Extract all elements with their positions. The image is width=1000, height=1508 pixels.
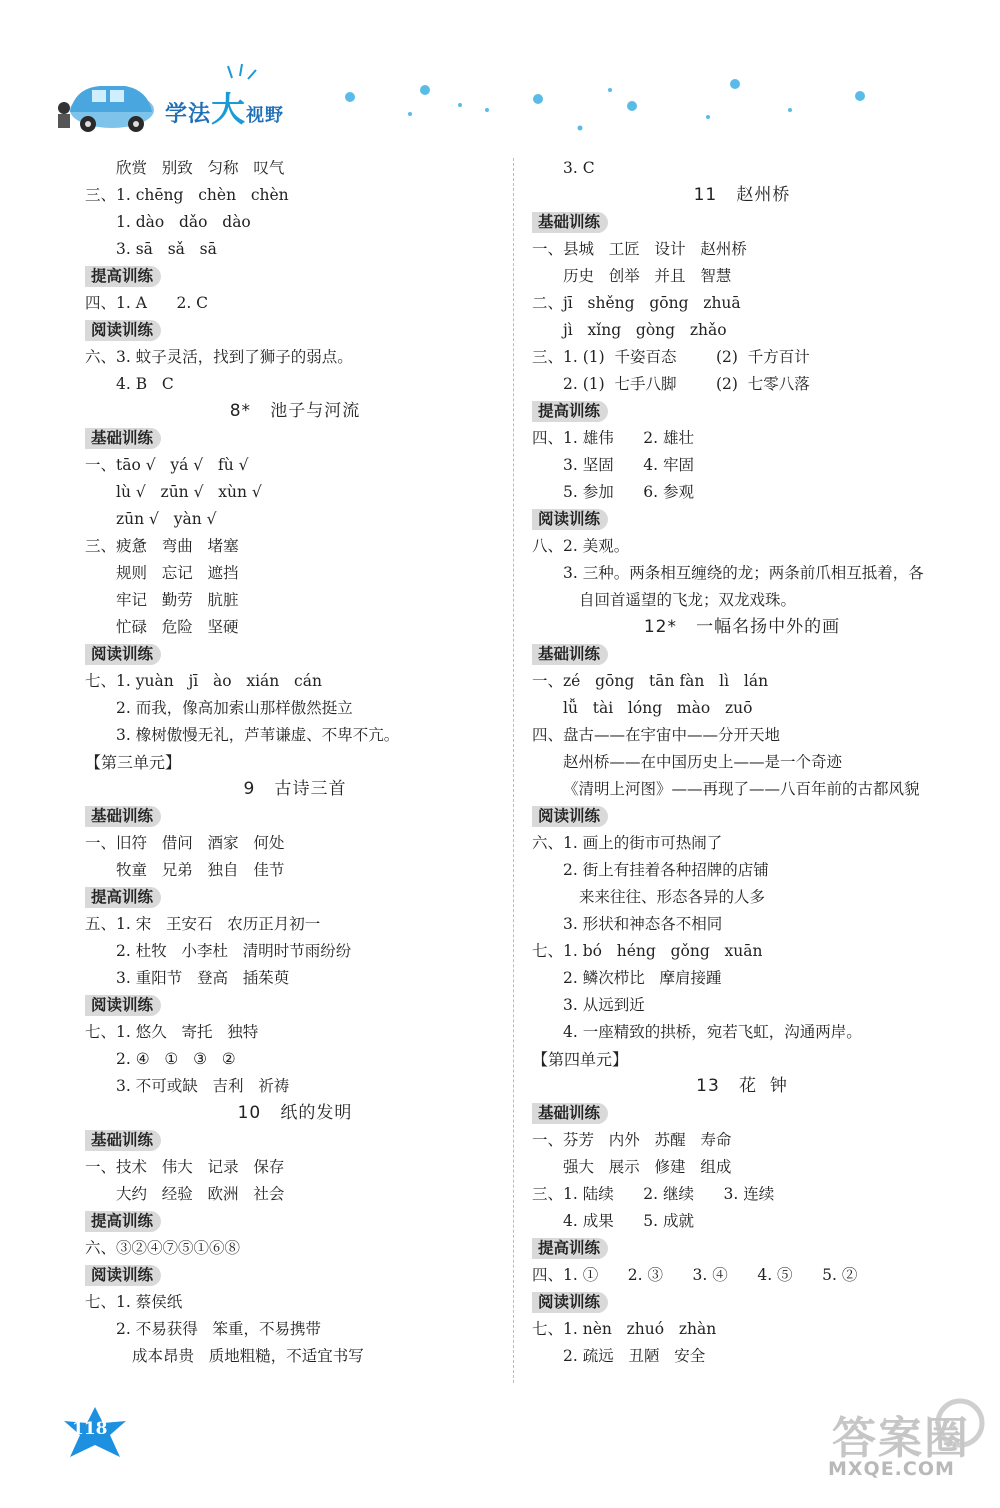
section-tag: 提高训练	[532, 401, 608, 422]
section-tag: 基础训练	[532, 644, 608, 665]
answer-line: 忙碌 危险 坚硬	[116, 618, 239, 636]
answer-line: 五、1. 宋 王安石 农历正月初一	[85, 915, 321, 933]
answer-line: 3. 橡树傲慢无礼，芦苇谦虚、不卑不亢。	[116, 726, 400, 744]
lesson-title: 13 花 钟	[696, 1076, 788, 1096]
page-header	[0, 0, 1000, 150]
answer-line: zūn √ yàn √	[116, 510, 217, 528]
answer-line: 3. 坚固 4. 牢固	[563, 456, 694, 474]
lesson-title: 12* 一幅名扬中外的画	[643, 617, 841, 637]
section-tag: 阅读训练	[85, 1265, 161, 1286]
section-tag: 阅读训练	[532, 806, 608, 827]
section-tag: 提高训练	[85, 887, 161, 908]
section-tag-row	[532, 803, 952, 830]
section-tag-row	[85, 1262, 505, 1289]
answer-line: 1. dào dǎo dào	[116, 213, 251, 231]
answer-line: 四、1. 雄伟 2. 雄壮	[532, 429, 694, 447]
answer-line: 3. 三种。两条相互缠绕的龙；两条前爪相互抵着，各	[563, 564, 924, 582]
answer-line: 六、1. 画上的街市可热闹了	[532, 834, 723, 852]
answer-line: lǚ tài lóng mào zuō	[563, 699, 753, 717]
answer-line: 2. 鳞次栉比 摩肩接踵	[563, 969, 722, 987]
answer-line: 三、1. chēng chèn chèn	[85, 186, 289, 204]
section-tag: 阅读训练	[532, 1292, 608, 1313]
answer-line: 3. 重阳节 登高 插茱萸	[116, 969, 290, 987]
answer-line: 3. 不可或缺 吉利 祈祷	[116, 1077, 290, 1095]
section-tag-row	[532, 641, 952, 668]
unit-heading: 【第四单元】	[532, 1050, 629, 1069]
answer-line: 六、③②④⑦⑤①⑥⑧	[85, 1239, 241, 1257]
answer-line: 大约 经验 欧洲 社会	[116, 1185, 285, 1203]
answer-line: 三、1. (1) 千姿百态 (2) 千方百计	[532, 348, 810, 366]
section-tag-row	[85, 425, 505, 452]
section-tag-row	[85, 1208, 505, 1235]
answer-line: 赵州桥——在中国历史上——是一个奇迹	[563, 753, 843, 771]
watermark-cn: 答案圈	[832, 1413, 970, 1464]
section-tag: 阅读训练	[85, 995, 161, 1016]
answer-line: 七、1. nèn zhuó zhàn	[532, 1320, 717, 1338]
answer-line: 3. 形状和神态各不相同	[563, 915, 723, 933]
answer-line: 一、县城 工匠 设计 赵州桥	[532, 240, 747, 258]
answer-line: lù √ zūn √ xùn √	[116, 483, 262, 501]
lesson-title: 11 赵州桥	[693, 185, 791, 205]
answer-line: 《清明上河图》——再现了——八百年前的古都风貌	[563, 780, 920, 798]
section-tag-row	[85, 803, 505, 830]
section-tag-row	[532, 1100, 952, 1127]
section-tag-row	[85, 884, 505, 911]
answer-line: 一、芬芳 内外 苏醒 寿命	[532, 1131, 732, 1149]
answer-line: 成本昂贵 质地粗糙，不适宜书写	[132, 1347, 364, 1365]
answer-line: 规则 忘记 遮挡	[116, 564, 239, 582]
section-tag: 基础训练	[532, 1103, 608, 1124]
lesson-title: 10 纸的发明	[237, 1103, 353, 1123]
brand-part-1: 学法	[165, 102, 212, 127]
answer-line: 七、1. bó héng gǒng xuān	[532, 942, 763, 960]
answer-line: 一、zé gōng tān fàn lì lán	[532, 672, 769, 690]
answer-line: 强大 展示 修建 组成	[563, 1158, 732, 1176]
section-tag-row	[532, 209, 952, 236]
answer-line: 三、疲惫 弯曲 堵塞	[85, 537, 239, 555]
answer-line: 三、1. 陆续 2. 继续 3. 连续	[532, 1185, 775, 1203]
answer-line: 一、技术 伟大 记录 保存	[85, 1158, 285, 1176]
answer-line: 2. (1) 七手八脚 (2) 七零八落	[563, 375, 810, 393]
answer-line: 来来往往、形态各异的人多	[579, 888, 766, 906]
section-tag: 提高训练	[532, 1238, 608, 1259]
column-divider	[513, 158, 514, 1383]
answer-line: 2. 街上有挂着各种招牌的店铺	[563, 861, 769, 879]
left-column	[85, 155, 505, 1370]
answer-line: 七、1. yuàn jī ào xián cán	[85, 672, 322, 690]
answer-line: 一、旧符 借问 酒家 何处	[85, 834, 285, 852]
answer-line: 牢记 勤劳 肮脏	[116, 591, 239, 609]
answer-line: 四、1. A 2. C	[85, 294, 209, 312]
section-tag-row	[532, 398, 952, 425]
answer-line: 牧童 兄弟 独自 佳节	[116, 861, 285, 879]
answer-line: 四、盘古——在宇宙中——分开天地	[532, 726, 781, 744]
section-tag-row	[85, 317, 505, 344]
answer-line: 2. 杜牧 小李杜 清明时节雨纷纷	[116, 942, 352, 960]
answer-line: 一、tāo √ yá √ fù √	[85, 456, 249, 474]
section-tag-row	[532, 1289, 952, 1316]
section-tag: 基础训练	[85, 1130, 161, 1151]
answer-line: 二、jī shěng gōng zhuā	[532, 294, 741, 312]
section-tag-row	[85, 1127, 505, 1154]
answer-line: 5. 参加 6. 参观	[563, 483, 694, 501]
car-icon	[58, 86, 154, 132]
section-tag: 阅读训练	[85, 644, 161, 665]
answer-line: 3. C	[563, 159, 595, 177]
answer-line: 4. B C	[116, 375, 174, 393]
answer-line: 八、2. 美观。	[532, 537, 630, 555]
answer-line: 4. 一座精致的拱桥，宛若飞虹，沟通两岸。	[563, 1023, 862, 1041]
unit-heading: 【第三单元】	[85, 753, 182, 772]
section-tag: 提高训练	[85, 266, 161, 287]
section-tag: 阅读训练	[532, 509, 608, 530]
brand-logo	[165, 82, 284, 131]
sparkle-decoration	[345, 79, 865, 131]
right-column	[532, 155, 952, 1370]
section-tag-row	[85, 263, 505, 290]
answer-line: 七、1. 蔡侯纸	[85, 1293, 183, 1311]
section-tag: 基础训练	[85, 428, 161, 449]
answer-line: 四、1. ① 2. ③ 3. ④ 4. ⑤ 5. ②	[532, 1266, 858, 1284]
answer-line: 2. 而我，像高加索山那样傲然挺立	[116, 699, 353, 717]
brand-part-2: 大	[211, 90, 247, 130]
answer-line: 欣赏 别致 匀称 叹气	[116, 159, 285, 177]
lesson-title: 8* 池子与河流	[229, 401, 361, 421]
section-tag: 阅读训练	[85, 320, 161, 341]
section-tag: 基础训练	[532, 212, 608, 233]
watermark-text: MXQE.COM	[828, 1458, 955, 1480]
section-tag-row	[85, 641, 505, 668]
answer-line: 历史 创举 并且 智慧	[563, 267, 732, 285]
answer-line: 3. sā sǎ sā	[116, 240, 217, 258]
answer-line: 2. 不易获得 笨重，不易携带	[116, 1320, 321, 1338]
answer-line: 2. ④ ① ③ ②	[116, 1050, 236, 1068]
brand-part-3: 视野	[246, 105, 285, 126]
answer-line: 3. 从远到近	[563, 996, 645, 1014]
page-number: 118	[72, 1419, 108, 1439]
answer-line: 2. 疏远 丑陋 安全	[563, 1347, 706, 1365]
section-tag-row	[85, 992, 505, 1019]
answer-line: 六、3. 蚊子灵活，找到了狮子的弱点。	[85, 348, 353, 366]
section-tag: 基础训练	[85, 806, 161, 827]
section-tag-row	[532, 1235, 952, 1262]
answer-line: jì xǐng gòng zhǎo	[563, 321, 727, 339]
answer-line: 自回首遥望的飞龙；双龙戏珠。	[579, 591, 797, 609]
lesson-title: 9 古诗三首	[243, 779, 347, 799]
sun-rays-icon	[228, 64, 256, 79]
header-decoration	[0, 0, 1000, 150]
section-tag-row	[532, 506, 952, 533]
answer-line: 七、1. 悠久 寄托 独特	[85, 1023, 259, 1041]
answer-line: 4. 成果 5. 成就	[563, 1212, 694, 1230]
section-tag: 提高训练	[85, 1211, 161, 1232]
